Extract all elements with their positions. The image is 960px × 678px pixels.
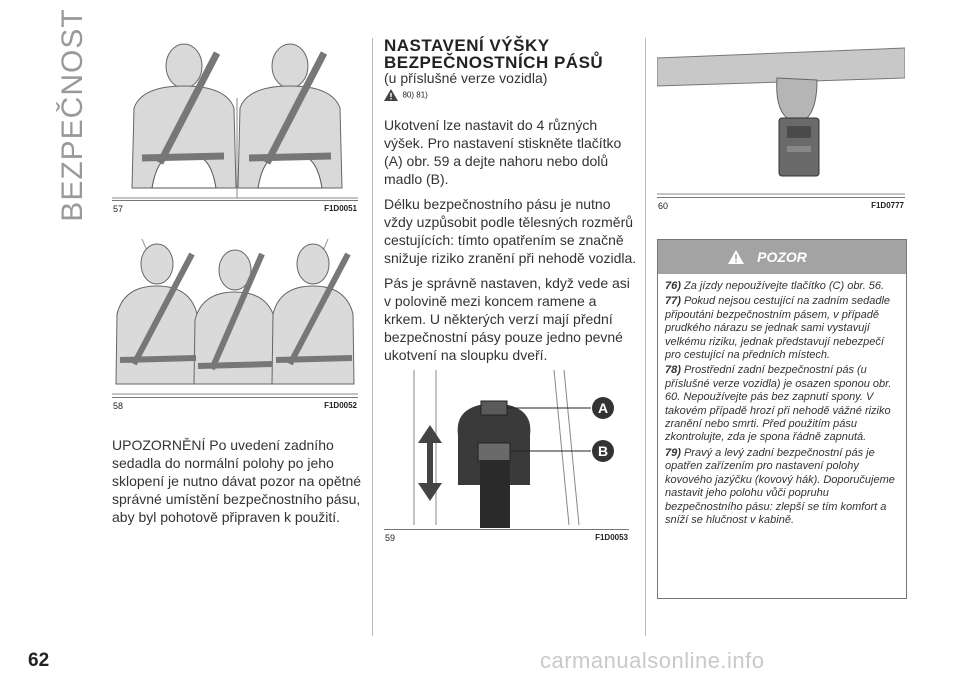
paragraph-1: Ukotvení lze nastavit do 4 různých výšek. Pro nastavení stiskněte tlačítko (A) obr. 59 a dejte nahoru nebo dolů madlo (B). — [384, 117, 622, 187]
figure-58-rule — [112, 397, 358, 398]
section-title: BEZPEČNOST — [56, 8, 89, 222]
paragraph-2: Délku bezpečnostního pásu je nutno vždy uzpůsobit podle tělesných rozměrů cestujících: tímto opatřením se značně snižuje riziko zranění při nehodě vozidla. — [384, 196, 637, 266]
figure-60-image — [657, 38, 905, 196]
warning-item-text: Pravý a levý zadní bezpečnostní pás je opatřen zařízením pro nastavení polohy kovového jazýčku (kovový hák). Doporučujeme nastavit jeho polohu vůči popruhu bezpečnostního pásu: zlepší se tím komfort a sníží se hlučnost v kabině. — [665, 446, 895, 526]
warning-item — [665, 364, 899, 444]
figure-58-caption — [113, 401, 357, 411]
watermark: carmanualsonline.info — [540, 648, 765, 673]
paragraph-3: Pás je správně nastaven, když vede asi v polovině mezi koncem ramene a krkem. U některých verzí mají přední bezpečnostní pásy pouze jedno pevné ukotvení na sloupku dveří. — [384, 275, 630, 363]
refs-text: 80) 81) — [402, 90, 428, 100]
subtitle: (u příslušné verze vozidla) — [384, 70, 548, 86]
warning-body — [658, 274, 906, 535]
height-adjust-text — [384, 116, 639, 371]
section-heading-line2: BEZPEČNOSTNÍCH PÁSŮ — [384, 53, 604, 72]
warning-item — [665, 447, 899, 527]
page-number: 62 — [28, 650, 50, 671]
figure-57-image — [112, 38, 358, 200]
section-heading-line1: NASTAVENÍ VÝŠKY — [384, 36, 550, 55]
figure-57-caption — [113, 204, 357, 214]
figure-59-rule — [384, 529, 629, 530]
warning-refs — [384, 86, 428, 100]
section-heading — [384, 37, 639, 71]
label-a: A — [597, 400, 609, 416]
figure-58-code: F1D0052 — [324, 401, 357, 410]
label-b: B — [597, 443, 609, 459]
rear-seat-note — [112, 436, 362, 533]
column-divider-left — [372, 38, 373, 636]
warning-item-number: 77) — [665, 295, 681, 308]
figure-60-code: F1D0777 — [871, 201, 904, 210]
warning-item-text: Za jízdy nepoužívejte tlačítko (C) obr. 56. — [683, 280, 885, 292]
warning-item-number: 78) — [665, 364, 681, 377]
warning-header — [658, 240, 906, 274]
warning-item-number: 76) — [665, 280, 681, 292]
figure-57-number: 57 — [113, 204, 124, 214]
warning-triangle-icon — [384, 89, 398, 101]
warning-item-text: Prostřední zadní bezpečnostní pás (u příslušné verze vozidla) je osazen sponou obr. 60. Nepoužívejte pás bez zapnutí spony. V takovém případě hrozí při nehodě vážné riziko zranění nebo smrti. Před použitím pásu zkontrolujte, zda je spona řádně zapnutá. — [665, 364, 892, 444]
figure-59-number: 59 — [385, 533, 396, 543]
warning-item-text: Pokud nejsou cestující na zadním sedadle připoutáni bezpečnostním pásem, v případě prudkého nárazu se jednak sami vystavují velkému riziku, jednak představují nebezpečí pro cestující na předních místech. — [665, 295, 891, 362]
figure-58-image — [112, 234, 358, 396]
warning-item — [665, 295, 899, 362]
figure-58-number: 58 — [113, 401, 124, 411]
figure-59-caption — [385, 533, 628, 543]
figure-60-rule — [657, 197, 905, 198]
warning-item-number: 79) — [665, 446, 681, 459]
warning-box — [657, 239, 907, 599]
figure-57-rule — [112, 200, 358, 201]
figure-59-image — [384, 365, 629, 528]
rear-seat-note-text: UPOZORNĚNÍ Po uvedení zadního sedadla do normální polohy po jeho sklopení je nutno dávat pozor na opětné správné umístění bezpečnostního pásu, aby byl pohotově připraven k použití. — [112, 437, 362, 525]
figure-60-caption — [658, 201, 904, 211]
warning-item — [665, 280, 899, 293]
figure-60-number: 60 — [658, 201, 669, 211]
warning-title: POZOR — [757, 249, 807, 265]
figure-59-code: F1D0053 — [595, 533, 628, 542]
column-divider-right — [645, 38, 646, 636]
figure-57-code: F1D0051 — [324, 204, 357, 213]
